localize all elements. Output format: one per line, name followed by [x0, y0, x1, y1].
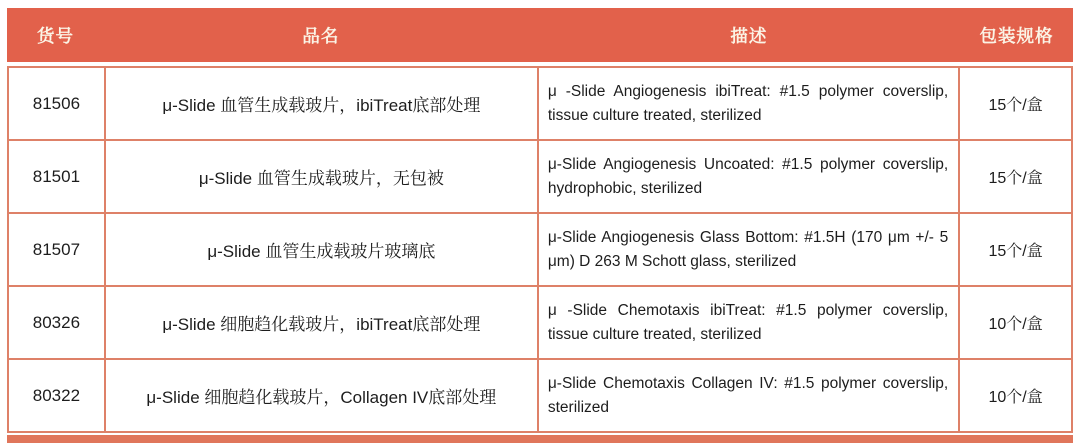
- packaging-spec-cell: 15个/盒: [959, 213, 1072, 286]
- packaging-spec-cell: 15个/盒: [959, 67, 1072, 140]
- product-name-cell: μ-Slide 血管生成载玻片，ibiTreat底部处理: [105, 67, 538, 140]
- product-name-cell: μ-Slide 血管生成载玻片，无包被: [105, 140, 538, 213]
- packaging-spec-cell: 15个/盒: [959, 140, 1072, 213]
- table-row: [8, 140, 1072, 213]
- item-number-cell: 81501: [8, 140, 105, 213]
- product-name-cell: μ-Slide 细胞趋化载玻片，ibiTreat底部处理: [105, 286, 538, 359]
- description-cell: μ-Slide Angiogenesis Uncoated: #1.5 polymer coverslip, hydrophobic, sterilized: [538, 140, 959, 213]
- description-cell: μ -Slide Chemotaxis ibiTreat: #1.5 polymer coverslip, tissue culture treated, sterilized: [538, 286, 959, 359]
- next-section-header-strip: [7, 435, 1073, 443]
- item-number-cell: 81507: [8, 213, 105, 286]
- column-header-packaging-spec: 包装规格: [979, 25, 1054, 46]
- product-table-body: [7, 66, 1073, 433]
- column-header-item-number: 货号: [37, 25, 74, 46]
- column-header-product-name: 品名: [302, 25, 340, 46]
- item-number-cell: 80322: [8, 359, 105, 432]
- description-cell: μ -Slide Angiogenesis ibiTreat: #1.5 polymer coverslip, tissue culture treated, sterilized: [538, 67, 959, 140]
- product-name-cell: μ-Slide 细胞趋化载玻片，Collagen IV底部处理: [105, 359, 538, 432]
- description-cell: μ-Slide Angiogenesis Glass Bottom: #1.5H (170 μm +/- 5 μm) D 263 M Schott glass, sterilized: [538, 213, 959, 286]
- item-number-cell: 80326: [8, 286, 105, 359]
- table-row: [8, 213, 1072, 286]
- packaging-spec-cell: 10个/盒: [959, 286, 1072, 359]
- column-header-description: 描述: [730, 25, 768, 46]
- product-name-cell: μ-Slide 血管生成载玻片玻璃底: [105, 213, 538, 286]
- description-cell: μ-Slide Chemotaxis Collagen IV: #1.5 polymer coverslip, sterilized: [538, 359, 959, 432]
- table-row: [8, 286, 1072, 359]
- table-row: [8, 359, 1072, 432]
- packaging-spec-cell: 10个/盒: [959, 359, 1072, 432]
- item-number-cell: 81506: [8, 67, 105, 140]
- table-row: [8, 67, 1072, 140]
- table-header-row: [7, 8, 1073, 62]
